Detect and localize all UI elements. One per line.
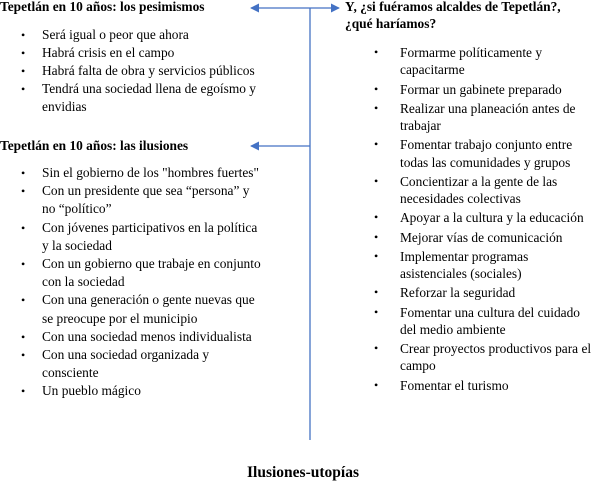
bullet-icon: •: [21, 184, 26, 199]
list-item: [0, 219, 300, 255]
list-item-text: Con jóvenes participativos en la política: [42, 219, 258, 235]
list-item-text: Con un presidente que sea “persona” y: [42, 183, 250, 199]
bullet-icon: •: [21, 64, 26, 78]
list-item-text: Mejorar vías de comunicación: [400, 229, 563, 245]
bullet-icon: •: [374, 304, 379, 319]
list-item-text: asistenciales (sociales): [400, 266, 522, 282]
bullet-icon: •: [21, 257, 26, 272]
list-item: [0, 291, 300, 327]
list-item: [0, 382, 300, 400]
list-item: [350, 209, 612, 226]
bullet-icon: •: [374, 248, 379, 263]
list-item: [0, 182, 300, 218]
list-item: [350, 248, 612, 282]
alcaldes-heading-line-1: Y, ¿si fuéramos alcaldes de Tepetlán?,: [345, 0, 561, 14]
list-item: [0, 255, 300, 291]
bullet-icon: •: [374, 100, 379, 115]
pesimismos-heading: Tepetlán en 10 años: los pesimismos: [0, 0, 205, 14]
list-item: [0, 44, 300, 62]
list-item: [350, 284, 612, 301]
bullet-icon: •: [374, 341, 379, 356]
list-item-text: no “político”: [42, 201, 112, 217]
bullet-icon: •: [21, 329, 26, 344]
bullet-icon: •: [21, 384, 26, 399]
list-item-text: Implementar programas: [400, 248, 529, 264]
list-item: [350, 100, 612, 134]
list-item: [0, 26, 300, 44]
list-item-text: Fomentar una cultura del cuidado: [400, 304, 580, 320]
list-item-text: Sin el gobierno de los "hombres fuertes": [42, 165, 259, 180]
list-item-text: con la sociedad: [42, 274, 125, 290]
ilusiones-list: [0, 164, 300, 401]
bullet-icon: •: [21, 82, 26, 96]
list-item: [350, 81, 612, 98]
list-item: [350, 136, 612, 170]
list-item: [0, 62, 300, 80]
list-item-text: Será igual o peor que ahora: [42, 27, 189, 42]
list-item-text: Fomentar trabajo conjunto entre: [400, 137, 573, 153]
list-item: [0, 164, 300, 182]
list-item-text: se preocupe por el municipio: [42, 310, 198, 326]
list-item: [350, 304, 612, 338]
list-item-text: campo: [400, 358, 436, 374]
bullet-icon: •: [21, 28, 26, 42]
bullet-icon: •: [21, 166, 26, 180]
pesimismos-list: [0, 26, 300, 116]
list-item: [0, 80, 300, 116]
list-item-text: necesidades colectivas: [400, 191, 521, 206]
list-item-text: Formar un gabinete preparado: [400, 81, 562, 97]
list-item-text: Concientizar a la gente de las: [400, 173, 558, 189]
list-item-text: consciente: [42, 365, 99, 381]
alcaldes-heading: [345, 0, 561, 32]
alcaldes-heading-line-2: ¿qué haríamos?: [345, 16, 437, 31]
list-item: [350, 44, 612, 78]
list-item-text: Con una sociedad menos individualista: [42, 328, 252, 344]
bullet-icon: •: [374, 45, 379, 59]
list-item: [350, 377, 612, 394]
list-item-text: trabajar: [400, 118, 441, 133]
bullet-icon: •: [21, 293, 26, 308]
list-item-text: Reforzar la seguridad: [400, 285, 516, 301]
list-item-text: Con una generación o gente nuevas que: [42, 292, 255, 308]
bullet-icon: •: [21, 348, 26, 363]
list-item-text: envidias: [42, 99, 87, 114]
bullet-icon: •: [374, 173, 379, 188]
list-item-text: Habrá falta de obra y servicios públicos: [42, 63, 255, 78]
list-item: [350, 340, 612, 374]
bullet-icon: •: [374, 285, 379, 300]
bullet-icon: •: [374, 377, 379, 392]
list-item-text: Habrá crisis en el campo: [42, 45, 175, 60]
list-item-text: Con una sociedad organizada y: [42, 347, 210, 363]
list-item: [350, 229, 612, 246]
list-item-text: Crear proyectos productivos para el: [400, 341, 592, 357]
list-item-text: del medio ambiente: [400, 321, 506, 337]
ilusiones-heading: Tepetlán en 10 años: las ilusiones: [0, 138, 189, 153]
alcaldes-list: [350, 44, 612, 396]
list-item: [0, 346, 300, 382]
list-item-text: Formarme políticamente y: [400, 45, 543, 60]
bullet-icon: •: [374, 229, 379, 244]
bullet-icon: •: [374, 137, 379, 152]
list-item-text: Realizar una planeación antes de: [400, 100, 576, 116]
list-item-text: Con un gobierno que trabaje en conjunto: [42, 256, 261, 272]
list-item: [350, 173, 612, 207]
bullet-icon: •: [21, 46, 26, 60]
bullet-icon: •: [374, 81, 379, 96]
list-item: [0, 328, 300, 346]
list-item-text: todas las comunidades y grupos: [400, 154, 571, 170]
list-item-text: Apoyar a la cultura y la educación: [400, 210, 584, 226]
bullet-icon: •: [374, 210, 379, 225]
list-item-text: Tendrá una sociedad llena de egoísmo y: [42, 81, 256, 96]
caption: Ilusiones-utopías: [247, 464, 359, 481]
list-item-text: y la sociedad: [42, 237, 112, 253]
list-item-text: Un pueblo mágico: [42, 383, 141, 399]
list-item-text: capacitarme: [400, 62, 465, 78]
bullet-icon: •: [21, 220, 26, 235]
list-item-text: Fomentar el turismo: [400, 377, 509, 393]
